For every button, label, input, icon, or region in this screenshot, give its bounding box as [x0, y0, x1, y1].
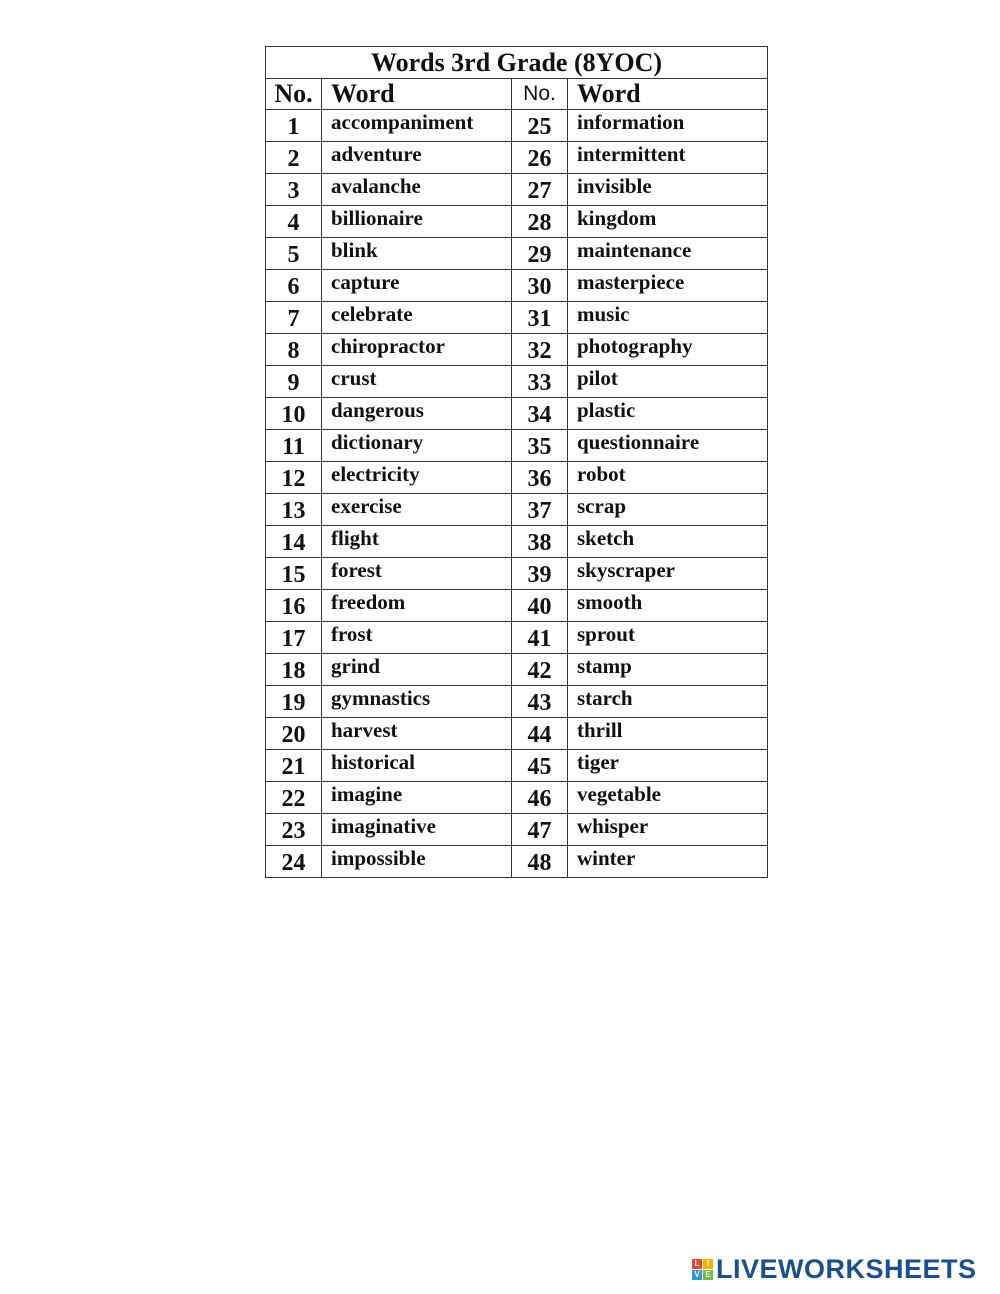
table-row [266, 814, 768, 846]
table-row [266, 334, 768, 366]
table-row [266, 846, 768, 878]
row-word-left: adventure [322, 142, 512, 174]
row-word-right: maintenance [568, 238, 768, 270]
table-row [266, 206, 768, 238]
row-number-left: 5 [266, 238, 322, 270]
row-word-left: harvest [322, 718, 512, 750]
header-word-right: Word [568, 79, 768, 110]
row-number-left: 16 [266, 590, 322, 622]
row-number-right: 47 [512, 814, 568, 846]
row-word-left: flight [322, 526, 512, 558]
row-word-left: crust [322, 366, 512, 398]
table-row [266, 238, 768, 270]
word-table [265, 46, 768, 878]
table-row [266, 142, 768, 174]
row-number-right: 30 [512, 270, 568, 302]
row-word-right: questionnaire [568, 430, 768, 462]
row-number-left: 4 [266, 206, 322, 238]
row-word-left: dictionary [322, 430, 512, 462]
row-word-right: scrap [568, 494, 768, 526]
table-row [266, 494, 768, 526]
row-number-right: 32 [512, 334, 568, 366]
row-number-left: 18 [266, 654, 322, 686]
logo-mark-icon [692, 1259, 713, 1280]
row-number-right: 42 [512, 654, 568, 686]
row-word-right: pilot [568, 366, 768, 398]
row-word-left: frost [322, 622, 512, 654]
row-word-left: dangerous [322, 398, 512, 430]
row-number-left: 9 [266, 366, 322, 398]
liveworksheets-logo [692, 1255, 977, 1283]
logo-mark-tile: E [703, 1270, 713, 1280]
row-number-left: 2 [266, 142, 322, 174]
table-row [266, 110, 768, 142]
row-number-right: 45 [512, 750, 568, 782]
row-word-left: forest [322, 558, 512, 590]
row-number-left: 22 [266, 782, 322, 814]
logo-text: LIVEWORKSHEETS [716, 1253, 977, 1284]
row-number-right: 27 [512, 174, 568, 206]
row-number-right: 31 [512, 302, 568, 334]
row-number-right: 33 [512, 366, 568, 398]
table-row [266, 270, 768, 302]
row-number-right: 41 [512, 622, 568, 654]
row-number-left: 11 [266, 430, 322, 462]
row-word-right: sprout [568, 622, 768, 654]
row-number-right: 46 [512, 782, 568, 814]
table-row [266, 366, 768, 398]
row-word-left: electricity [322, 462, 512, 494]
row-word-left: imaginative [322, 814, 512, 846]
row-word-right: masterpiece [568, 270, 768, 302]
row-word-right: invisible [568, 174, 768, 206]
table-row [266, 430, 768, 462]
row-number-left: 17 [266, 622, 322, 654]
row-word-left: exercise [322, 494, 512, 526]
table-row [266, 590, 768, 622]
table-row [266, 558, 768, 590]
row-number-right: 38 [512, 526, 568, 558]
row-number-left: 19 [266, 686, 322, 718]
row-word-right: kingdom [568, 206, 768, 238]
row-number-left: 8 [266, 334, 322, 366]
row-number-left: 14 [266, 526, 322, 558]
row-number-right: 48 [512, 846, 568, 878]
row-number-right: 29 [512, 238, 568, 270]
table-row [266, 398, 768, 430]
row-number-right: 40 [512, 590, 568, 622]
row-number-left: 21 [266, 750, 322, 782]
row-number-left: 15 [266, 558, 322, 590]
logo-mark-tile: I [703, 1259, 713, 1269]
row-number-left: 3 [266, 174, 322, 206]
title-row [266, 47, 768, 79]
row-word-left: historical [322, 750, 512, 782]
row-word-left: avalanche [322, 174, 512, 206]
row-number-right: 39 [512, 558, 568, 590]
table-row [266, 750, 768, 782]
table-title: Words 3rd Grade (8YOC) [266, 47, 768, 79]
row-number-right: 37 [512, 494, 568, 526]
row-word-left: capture [322, 270, 512, 302]
row-number-right: 25 [512, 110, 568, 142]
table-row [266, 622, 768, 654]
row-number-left: 23 [266, 814, 322, 846]
word-rows [266, 110, 768, 878]
row-word-right: winter [568, 846, 768, 878]
row-word-left: freedom [322, 590, 512, 622]
row-number-right: 34 [512, 398, 568, 430]
row-number-left: 6 [266, 270, 322, 302]
row-word-right: intermittent [568, 142, 768, 174]
row-number-left: 20 [266, 718, 322, 750]
row-word-right: skyscraper [568, 558, 768, 590]
row-word-left: accompaniment [322, 110, 512, 142]
row-word-right: smooth [568, 590, 768, 622]
row-word-left: celebrate [322, 302, 512, 334]
row-number-left: 7 [266, 302, 322, 334]
row-word-left: billionaire [322, 206, 512, 238]
table-row [266, 526, 768, 558]
header-row [266, 79, 768, 110]
row-word-right: sketch [568, 526, 768, 558]
row-word-right: music [568, 302, 768, 334]
row-word-left: imagine [322, 782, 512, 814]
row-number-right: 44 [512, 718, 568, 750]
row-number-left: 24 [266, 846, 322, 878]
row-number-right: 26 [512, 142, 568, 174]
table-row [266, 462, 768, 494]
table-row [266, 686, 768, 718]
row-word-right: information [568, 110, 768, 142]
row-number-left: 13 [266, 494, 322, 526]
row-word-left: grind [322, 654, 512, 686]
logo-mark-tile: L [692, 1259, 702, 1269]
row-number-left: 12 [266, 462, 322, 494]
row-word-right: starch [568, 686, 768, 718]
row-word-left: impossible [322, 846, 512, 878]
row-number-right: 28 [512, 206, 568, 238]
logo-mark-tile: V [692, 1270, 702, 1280]
row-word-right: tiger [568, 750, 768, 782]
row-word-right: plastic [568, 398, 768, 430]
table-row [266, 718, 768, 750]
row-word-right: stamp [568, 654, 768, 686]
row-word-right: photography [568, 334, 768, 366]
row-word-right: whisper [568, 814, 768, 846]
row-word-left: gymnastics [322, 686, 512, 718]
header-word-left: Word [322, 79, 512, 110]
row-number-right: 43 [512, 686, 568, 718]
row-number-left: 10 [266, 398, 322, 430]
table-row [266, 654, 768, 686]
header-no-left: No. [266, 79, 322, 110]
table-row [266, 782, 768, 814]
row-word-left: chiropractor [322, 334, 512, 366]
row-word-right: thrill [568, 718, 768, 750]
table-row [266, 174, 768, 206]
row-word-right: robot [568, 462, 768, 494]
row-word-right: vegetable [568, 782, 768, 814]
row-number-right: 35 [512, 430, 568, 462]
row-number-left: 1 [266, 110, 322, 142]
row-word-left: blink [322, 238, 512, 270]
header-no-right: No. [512, 79, 568, 110]
row-number-right: 36 [512, 462, 568, 494]
table-row [266, 302, 768, 334]
